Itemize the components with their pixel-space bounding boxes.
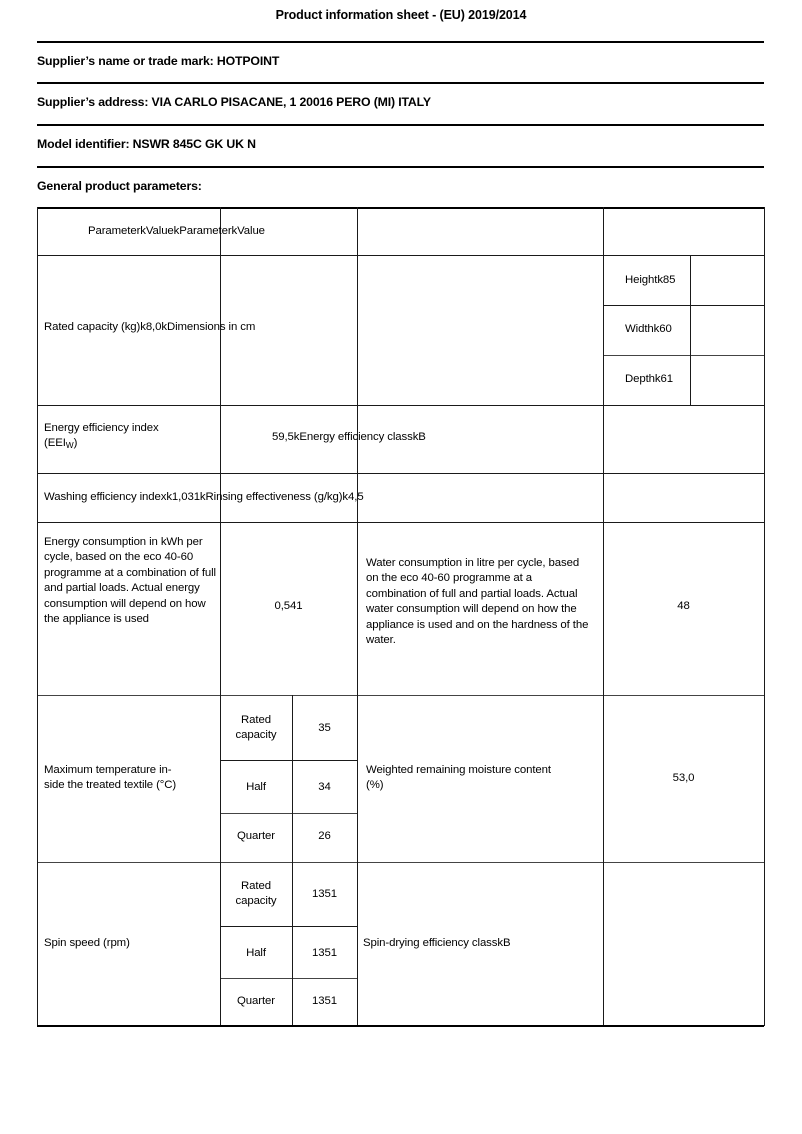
row-separator-spin-half	[220, 978, 357, 979]
header-rule-4	[37, 166, 764, 168]
temp-subrow-quarter-value: 26	[318, 830, 331, 842]
max-temperature-label	[44, 763, 220, 794]
row-separator-capacity	[37, 405, 764, 406]
spin-subrow-half-label: Half	[246, 947, 266, 959]
column-rule-2	[357, 207, 358, 1026]
spin-drying-efficiency-label: Spin-drying efficiency classkB	[363, 937, 511, 949]
eei-label-line2-post: )	[73, 437, 78, 450]
column-rule-dimensions-sub	[690, 255, 691, 405]
dimension-depth: Depthk61	[625, 373, 673, 385]
washing-efficiency-label: Washing efficiency indexk1,031kRinsing effectiveness (g/kg)k4,5	[44, 491, 364, 503]
temp-subrow-quarter-label: Quarter	[237, 830, 275, 842]
row-separator-consumption	[37, 695, 764, 696]
rated-capacity-dimensions-label: Rated capacity (kg)k8,0kDimensions in cm	[44, 321, 256, 333]
moisture-content-label	[366, 763, 598, 794]
temp-rated-line1: Rated	[241, 714, 271, 726]
max-temp-label-line1: Maximum temperature in-	[44, 764, 172, 776]
page-title: Product information sheet - (EU) 2019/2014	[275, 8, 527, 22]
table-top-border	[37, 207, 764, 209]
supplier-name-line: Supplier’s name or trade mark: HOTPOINT	[37, 54, 280, 68]
supplier-address-line: Supplier’s address: VIA CARLO PISACANE, 1 20016 PERO (MI) ITALY	[37, 95, 431, 109]
dimension-height: Heightk85	[625, 274, 676, 286]
moisture-label-line2: (%)	[366, 779, 384, 792]
spin-rated-line1: Rated	[241, 880, 271, 892]
temp-subrow-half-value: 34	[318, 781, 331, 793]
model-identifier-line: Model identifier: NSWR 845C GK UK N	[37, 137, 256, 151]
row-separator-spin-rated	[220, 926, 357, 927]
moisture-label-line1: Weighted remaining moisture content	[366, 764, 551, 776]
header-rule-2	[37, 82, 764, 84]
table-column-header: ParameterkValuekParameterkValue	[88, 225, 265, 237]
spin-subrow-quarter-label: Quarter	[237, 995, 275, 1007]
header-rule-3	[37, 124, 764, 126]
spin-subrow-quarter-value: 1351	[312, 995, 337, 1007]
row-separator-temperature	[37, 862, 764, 863]
temp-subrow-rated-label	[220, 713, 292, 744]
general-product-parameters-line: General product parameters:	[37, 179, 202, 193]
energy-consumption-value: 0,541	[274, 600, 303, 612]
row-separator-temp-half	[220, 813, 357, 814]
eei-label-subscript: W	[65, 440, 74, 451]
row-separator-washing	[37, 522, 764, 523]
header-rule-1	[37, 41, 764, 43]
energy-efficiency-index-label	[44, 421, 214, 454]
spin-rated-line2: capacity	[235, 895, 277, 908]
spin-speed-label: Spin speed (rpm)	[44, 937, 130, 949]
spin-subrow-half-value: 1351	[312, 947, 337, 959]
temp-rated-line2: capacity	[235, 729, 277, 742]
dimension-width: Widthk60	[625, 323, 672, 335]
water-consumption-label: Water consumption in litre per cycle, based on the eco 40-60 programme at a combination of full and partial loads. Actual water consumption will depend on how the appliance is used and on the hardness of the water.	[366, 557, 589, 647]
energy-consumption-label: Energy consumption in kWh per cycle, based on the eco 40-60 programme at a combination of full and partial loads. Actual energy consumption will depend on how the appliance is used	[44, 536, 216, 626]
max-temp-label-line2: side the treated textile (°C)	[44, 779, 177, 792]
column-rule-right-edge	[764, 207, 765, 1026]
row-separator-width	[603, 355, 764, 356]
column-rule-3	[603, 207, 604, 1026]
water-consumption-value: 48	[677, 600, 690, 612]
table-bottom-border	[37, 1025, 764, 1027]
temp-subrow-half-label: Half	[246, 781, 266, 793]
temp-subrow-rated-value: 35	[318, 722, 331, 734]
spin-subrow-rated-label	[220, 879, 292, 910]
column-rule-left-edge	[37, 207, 38, 1026]
row-separator-height	[603, 305, 764, 306]
energy-efficiency-value: 59,5kEnergy efficiency classkB	[272, 431, 426, 443]
spin-subrow-rated-value: 1351	[312, 888, 337, 900]
row-separator-temp-rated	[220, 760, 357, 761]
moisture-content-value: 53,0	[672, 772, 695, 784]
eei-label-line2-pre: (EEI	[44, 437, 66, 450]
row-separator-eei	[37, 473, 764, 474]
eei-label-line1: Energy efficiency index	[44, 422, 159, 434]
row-separator-header	[37, 255, 764, 256]
